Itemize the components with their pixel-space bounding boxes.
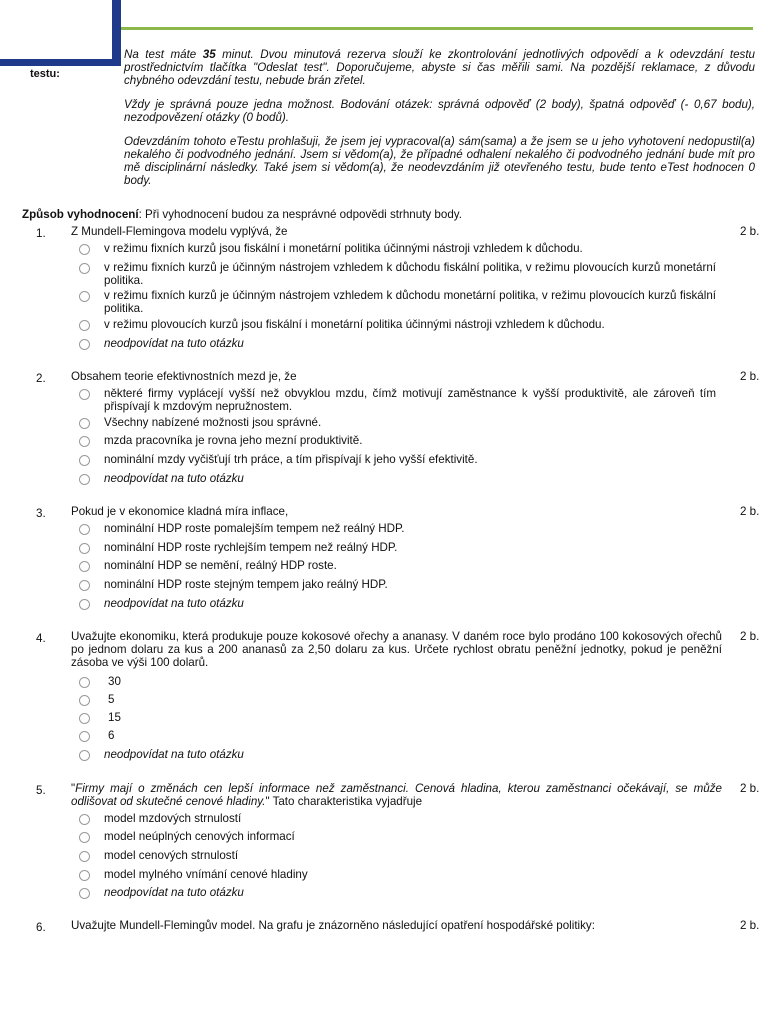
radio-button[interactable]: [79, 677, 90, 688]
question-text: Uvažujte Mundell-Flemingův model. Na grafu je znázorněno následující opatření hospodářské politiky:: [71, 919, 595, 932]
question-points: 2 b.: [740, 225, 760, 238]
radio-button[interactable]: [79, 888, 90, 899]
question-number: 6.: [36, 921, 46, 934]
question-points: 2 b.: [740, 782, 760, 795]
question-text: "Firmy mají o změnách cen lepší informace než zaměstnanci. Cenová hladina, kterou zaměstnanci očekávají, se může odlišovat od skutečné cenové hladiny." Tato charakteristika vyjadřuje: [71, 782, 722, 808]
question-number: 3.: [36, 507, 46, 520]
question-quote: Firmy mají o změnách cen lepší informace než zaměstnanci. Cenová hladina, kterou zaměstnanci očekávají, se může odlišovat od skutečné cenové hladiny.: [71, 782, 722, 808]
radio-button[interactable]: [79, 851, 90, 862]
radio-button[interactable]: [79, 561, 90, 572]
radio-button[interactable]: [79, 320, 90, 331]
radio-button[interactable]: [79, 731, 90, 742]
question-points: 2 b.: [740, 919, 760, 932]
radio-button[interactable]: [79, 814, 90, 825]
radio-button[interactable]: [79, 418, 90, 429]
radio-button[interactable]: [79, 291, 90, 302]
radio-button[interactable]: [79, 339, 90, 350]
time-limit: 35: [202, 48, 216, 61]
question-number: 5.: [36, 784, 46, 797]
radio-button[interactable]: [79, 524, 90, 535]
instructions-declaration: Odevzdáním tohoto eTestu prohlašuji, že jsem jej vypracoval(a) sám(sama) a že jsem se u jeho vyhotovení nedopustil(a) nekalého či podvodného jednání. Jsem si vědom(a), že případné odhalení nekalého či podvodného jednání bude mít pro mě disciplinární následky. Také jsem si vědom(a), že neodevzdáním již otevřeného testu, bude tento eTest hodnocen 0 body.: [124, 135, 755, 187]
question-number: 2.: [36, 372, 46, 385]
intro-label: testu:: [30, 68, 60, 80]
instructions-time: Na test máte 35 minut. Dvou minutová rezerva slouží ke zkontrolování jednotlivých odpovědí a k odevzdání testu prostřednictvím tlačítka "Odeslat test". Doporučujeme, abyste si čas měřili sami. Na pozdější reklamace, z důvodu chybného odevzdání testu, nebude brán zřetel.: [124, 48, 755, 87]
question-number: 4.: [36, 632, 46, 645]
question-points: 2 b.: [740, 630, 760, 643]
radio-button[interactable]: [79, 474, 90, 485]
instructions-scoring: Vždy je správná pouze jedna možnost. Bodování otázek: správná odpověď (2 body), špatná odpověď (- 0,67 bodu), nezodpovězení otázky (0 bodů).: [124, 98, 755, 124]
evaluation-method: Způsob vyhodnocení: Při vyhodnocení budou za nesprávné odpovědi strhnuty body.: [22, 208, 462, 221]
question-text: Z Mundell-Flemingova modelu vyplývá, že: [71, 225, 288, 238]
question-points: 2 b.: [740, 505, 760, 518]
header-corner-bar: [0, 0, 121, 65]
radio-button[interactable]: [79, 580, 90, 591]
radio-button[interactable]: [79, 832, 90, 843]
radio-button[interactable]: [79, 695, 90, 706]
question-text: Pokud je v ekonomice kladná míra inflace,: [71, 505, 289, 518]
radio-button[interactable]: [79, 436, 90, 447]
question-text: Obsahem teorie efektivnostních mezd je, že: [71, 370, 297, 383]
radio-button[interactable]: [79, 244, 90, 255]
header-divider: [121, 27, 753, 30]
radio-button[interactable]: [79, 263, 90, 274]
instructions: [124, 48, 755, 198]
radio-button[interactable]: [79, 713, 90, 724]
corner-bar-vertical: [112, 0, 121, 66]
radio-button[interactable]: [79, 389, 90, 400]
radio-button[interactable]: [79, 870, 90, 881]
corner-bar-horizontal: [0, 59, 121, 66]
radio-button[interactable]: [79, 543, 90, 554]
radio-button[interactable]: [79, 750, 90, 761]
radio-button[interactable]: [79, 599, 90, 610]
question-text: Uvažujte ekonomiku, která produkuje pouze kokosové ořechy a ananasy. V daném roce bylo prodáno 100 kokosových ořechů po jednom dolaru za kus a 200 ananasů za 2,50 dolaru za kus. Určete rychlost obratu peněžní jednotky, pokud je peněžní zásoba ve výši 100 dolarů.: [71, 630, 722, 669]
question-number: 1.: [36, 227, 46, 240]
question-points: 2 b.: [740, 370, 760, 383]
radio-button[interactable]: [79, 455, 90, 466]
